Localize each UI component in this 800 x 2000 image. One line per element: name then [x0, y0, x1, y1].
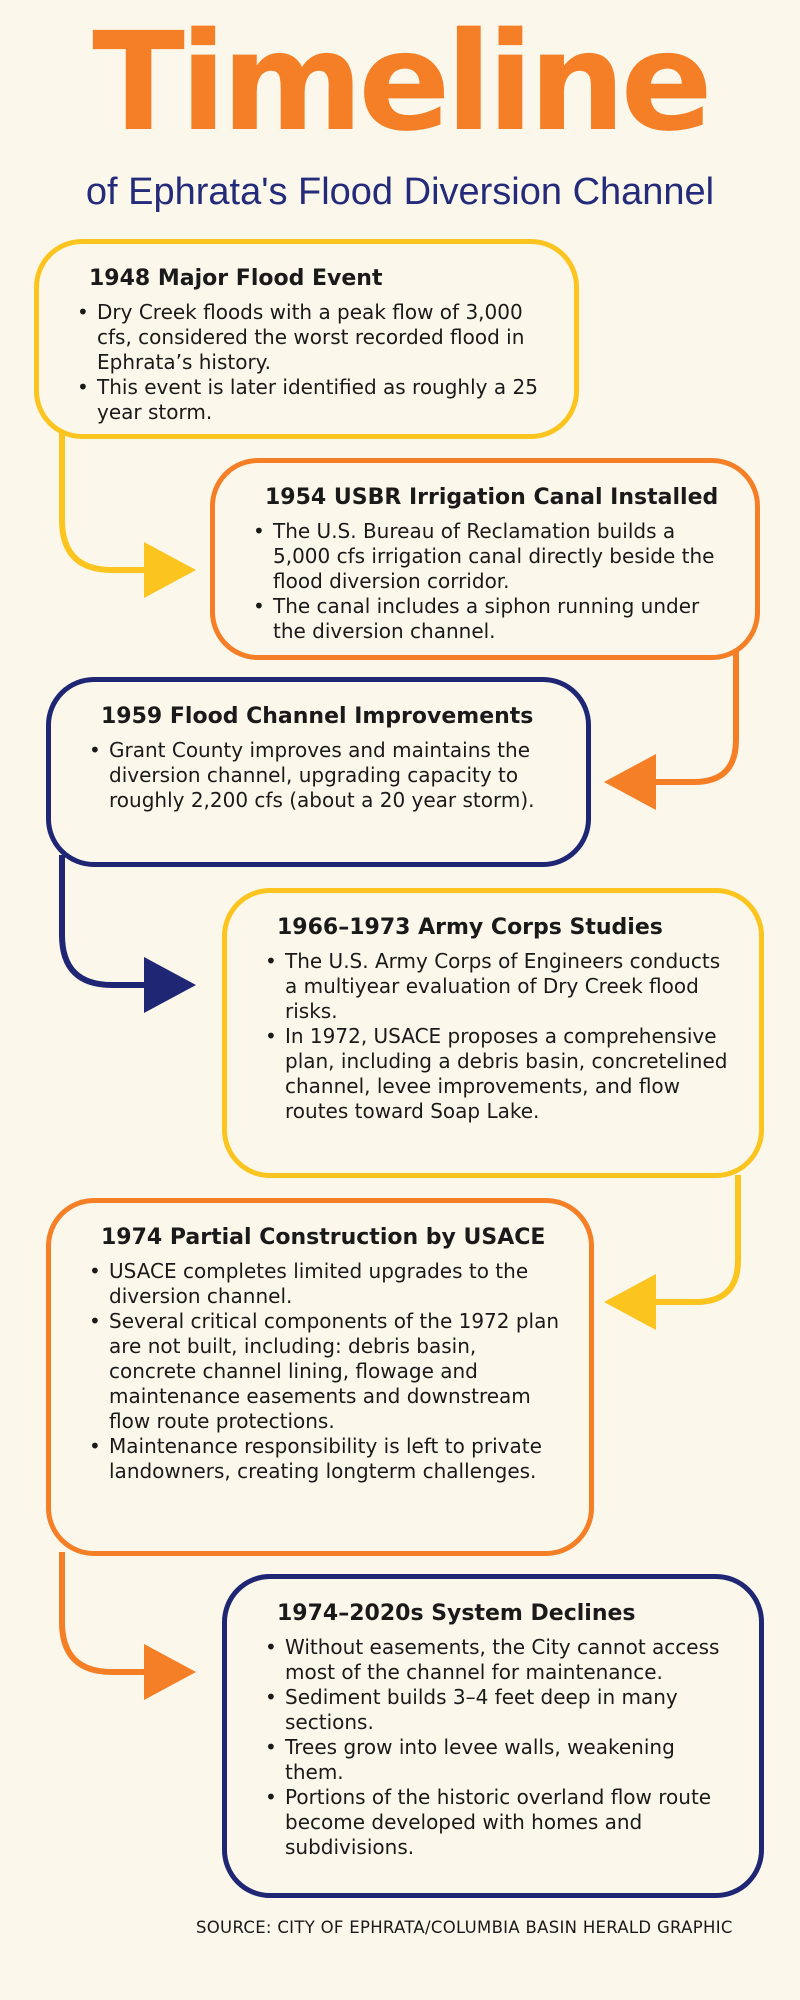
event-bullet: • Without easements, the City cannot access most of the channel for maintenance.	[265, 1635, 731, 1685]
connector-line-2	[650, 650, 736, 782]
event-bullet: • Trees grow into levee walls, weakening them.	[265, 1735, 731, 1785]
event-bullet: • The U.S. Army Corps of Engineers conducts a multiyear evaluation of Dry Creek flood risks.	[265, 949, 731, 1024]
event-bullet: • Portions of the historic overland flow route become developed with homes and subdivisions.	[265, 1785, 731, 1860]
event-title: 1959 Flood Channel Improvements	[101, 704, 534, 729]
event-bullets	[77, 300, 546, 425]
event-bullets	[265, 949, 731, 1124]
source-credit: SOURCE: CITY OF EPHRATA/COLUMBIA BASIN HERALD GRAPHIC	[196, 1918, 733, 1937]
timeline-event-1954	[210, 458, 760, 660]
event-bullets	[89, 1259, 561, 1484]
event-bullet: • Several critical components of the 1972 plan are not built, including: debris basin, concrete channel lining, flowage and maintenance easements and downstream flow route protections.	[89, 1309, 561, 1434]
event-bullets	[265, 1635, 731, 1860]
connector-arrow-2	[604, 754, 656, 810]
event-bullet: • This event is later identified as roughly a 25 year storm.	[77, 375, 546, 425]
event-bullet: • Dry Creek floods with a peak flow of 3,000 cfs, considered the worst recorded flood in Ephrata’s history.	[77, 300, 546, 375]
connector-arrow-4	[604, 1274, 656, 1330]
event-bullet: • USACE completes limited upgrades to the diversion channel.	[89, 1259, 561, 1309]
event-title: 1966–1973 Army Corps Studies	[277, 915, 663, 940]
timeline-event-1974-2020s	[222, 1574, 764, 1898]
timeline-event-1974	[46, 1198, 594, 1556]
event-bullet: • Sediment builds 3–4 feet deep in many sections.	[265, 1685, 731, 1735]
timeline-event-1959	[46, 677, 591, 867]
event-bullets	[253, 519, 727, 644]
connector-arrow-1	[144, 542, 196, 598]
connector-line-5	[62, 1552, 150, 1672]
event-title: 1948 Major Flood Event	[89, 266, 383, 291]
connector-line-1	[62, 432, 150, 570]
event-title: 1974 Partial Construction by USACE	[101, 1225, 546, 1250]
connector-arrow-5	[144, 1644, 196, 1700]
event-bullet: • The canal includes a siphon running under the diversion channel.	[253, 594, 727, 644]
timeline-event-1966-1973	[222, 888, 764, 1178]
event-title: 1974–2020s System Declines	[277, 1601, 636, 1626]
connector-arrow-3	[144, 957, 196, 1013]
connector-line-3	[62, 855, 150, 985]
page-title: Timeline	[92, 4, 708, 162]
event-bullet: • The U.S. Bureau of Reclamation builds a 5,000 cfs irrigation canal directly beside the flood diversion corridor.	[253, 519, 727, 594]
event-title: 1954 USBR Irrigation Canal Installed	[265, 485, 719, 510]
event-bullet: • Maintenance responsibility is left to private landowners, creating longterm challenges.	[89, 1434, 561, 1484]
event-bullet: • Grant County improves and maintains the diversion channel, upgrading capacity to roughly 2,200 cfs (about a 20 year storm).	[89, 738, 558, 813]
page-subtitle: of Ephrata's Flood Diversion Channel	[85, 171, 715, 213]
connector-line-4	[650, 1175, 738, 1302]
event-bullets	[89, 738, 558, 813]
event-bullet: • In 1972, USACE proposes a comprehensive plan, including a debris basin, concretelined channel, levee improvements, and flow routes toward Soap Lake.	[265, 1024, 731, 1124]
timeline-event-1948	[34, 239, 579, 439]
